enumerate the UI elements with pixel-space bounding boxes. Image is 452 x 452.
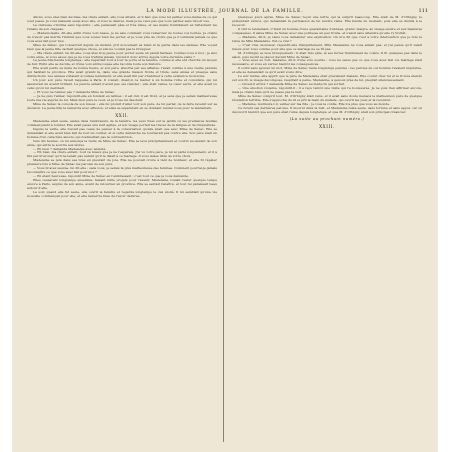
left-column-text-continued <box>27 120 217 199</box>
paragraph: — C'est vrai, monsieur, répondit-elle tranquillement. Mlle Madeleine ne vous aimait pas, et j'ai pensé qu'il valait mieux pour vous comme pour elle que ce mariage ne se fît pas. <box>232 42 422 51</box>
paragraph: — Une émotion violente, répondit-il ; il a reçu tantôt une visite qui l'a bouleversé. Je ne puis rien affirmer encore, mais je crains bien qu'il ne passe pas la nuit. <box>232 86 422 95</box>
paragraph: — En étant heureuse, répondit Mme de Sénac en l'embrassant ; c'est tout ce que je vous demande. <box>33 174 189 179</box>
chapter-heading-left: XXII. <box>115 112 129 118</box>
left-column-text <box>27 16 217 111</box>
paragraph: — Mademoiselle, dit-elle enfin d'une voix basse, je ne sais comment vous remercier de toutes vos bontés. Je crains de n'avoir pas mérité l'intérêt que vous voulez bien me porter, et je vous prie de croire que je n'oublierai jamais ce que vous avez fait pour moi. <box>27 30 217 43</box>
paragraph: La visiteuse s'inclina sans répondre ; elle paraissait pâle et très émue, et ses mains tremblaient en rattachant les rubans de son chapeau. <box>27 22 217 31</box>
paragraph: — Vous avez eu tort, madame, dit-il d'une voix sourde ; vous ne savez pas ce que vous avez fait. Ce mariage était nécessaire, et vous en verrez bientôt les conséquences. <box>232 58 422 67</box>
paragraph: Vers dix heures, on lui annonça la visite de Mme de Sénac. Elle se leva précipitamment et courut au-devant de son amie, qui entra le sourire aux lèvres. <box>27 138 217 147</box>
running-title: LA MODE ILLUSTRÉE, JOURNAL DE LA FAMILLE. <box>146 9 304 14</box>
paragraph: Il sortit sans ajouter un mot. Mme de Sénac resta longtemps pensive ; les paroles de cet homme l'avaient inquiétée, et elle se demandait ce qu'il avait voulu dire. <box>232 66 422 75</box>
left-column <box>27 16 217 442</box>
paragraph: Elles causèrent longtemps ensemble, faisant mille projets pour l'avenir. Madeleine voulait rester quelque temps encore à Paris, auprès de son amie, avant de retourner en province. Elle se sentait renaître, et tout lui paraissait beau autour d'elle. <box>27 178 217 191</box>
paragraph: Mme de Sénac la consola de son mieux ; elle lui promit d'aller voir son père, de lui parler, de le faire revenir sur sa décision. La jeune fille la remercia avec effusion, et elles se séparèrent en se donnant rendez-vous pour le lendemain. <box>27 101 217 110</box>
newspaper-page <box>12 0 438 452</box>
paragraph: — Madame, murmura-t-il, veillez sur ma fille ; je vous la confie. Elle n'a plus que vous au monde. <box>238 101 391 106</box>
paragraph: — Et vous ne l'aimez pas ? demanda Mme de Sénac. <box>33 90 116 95</box>
paragraph: Ce furent ses dernières paroles. Il mourut dans la nuit, et Madeleine resta seule, sans fortune et sans appui, car on découvrit bientôt que son père était ruiné depuis longtemps, et que M. d'Orbigny était son principal créancier. <box>232 105 422 114</box>
paragraph: — Eh bien, ma chère enfant, tout va mieux que je ne l'espérais. J'ai vu votre père, je lui ai parlé longuement, et il a fini par m'avouer qu'il ne tenait pas autant qu'il le disait à ce mariage. Il vous laisse libre de votre choix. <box>27 150 217 159</box>
paragraph: La jeune fille hésita longtemps ; elle regardait tour à tour la porte et la fenêtre, comme si elle eût cherché un moyen de fuir. Enfin elle se décida, et d'une voix entrecoupée elle raconta toute son histoire. <box>27 58 217 67</box>
paragraph: Mme de Sénac, qui l'observait depuis un instant, prit doucement sa main et la garda dans les siennes. Elle voyait bien que la jeune fille cachait quelque chose, et elle ne voulait pas la brusquer. <box>27 42 217 51</box>
paragraph: — Eh bien ? demanda Madeleine avec anxiété. <box>33 146 107 151</box>
column-divider <box>223 18 224 442</box>
paragraph: M. d'Orbigny se leva brusquement ; il était très pâle, et ses lèvres tremblaient de colère. Il fit quelques pas dans le salon, puis revint se placer devant Mme de Sénac. <box>232 50 422 59</box>
paragraph: Mme de Sénac comprit tout. M. d'Orbigny était venu, et il avait sans doute menacé le malheureux père de quelque révélation terrible. Elle s'approcha du lit et prit la main du malade, qui ouvrit les yeux et la reconnut. <box>232 94 422 103</box>
chapter-heading-right: XXIII. <box>319 123 335 129</box>
paragraph: Madeleine était seule, assise dans l'embrasure de la fenêtre, les yeux fixés sur le jardin où les premières feuilles commençaient à tomber. Elle avait passé une nuit agitée, et son visage portait les traces de la fatigue et de l'inquiétude. <box>27 118 217 127</box>
paragraph: Madeleine se jeta dans ses bras en pleurant de joie. Elle ne pouvait croire à tant de bonheur, et elle fit répéter plusieurs fois à Mme de Sénac les paroles de son père. <box>27 158 217 167</box>
paragraph: Un jour, son père l'avait rappelée à Paris. Il voulait, disait-il, la marier à un homme riche et considéré, qui lui assurerait un avenir brillant. La pauvre enfant n'avait pas osé résister ; elle était venue, le cœur serré, et elle avait vu celui qu'on lui destinait. <box>27 78 217 91</box>
paragraph: Quelques jours après, Mme de Sénac reçut une lettre qui la surprit beaucoup. Elle était de M. d'Orbigny, le prétendant évincé, qui demandait la permission de lui rendre visite. Elle hésita un moment, puis elle se décida à le recevoir. <box>232 16 422 27</box>
paragraph: Depuis la veille, elle n'avait pas cessé de penser à la conversation qu'elle avait eue avec Mme de Sénac. Elle se demandait si elle avait bien fait de tout lui confier, et si cette démarche ne tournerait pas contre elle. Son père était un homme d'un caractère absolu, qui n'admettait pas la contradiction. <box>27 126 217 139</box>
right-column <box>232 16 422 442</box>
page-number: 111 <box>418 8 428 14</box>
paragraph: Le soir même, elle apprit que le père de Madeleine était gravement malade. Elle courut chez lui et le trouva étendu sur son lit, le visage décomposé, respirant à peine. Madeleine, à genoux près de lui, pleurait silencieusement. <box>232 74 422 83</box>
right-column-text <box>232 16 422 115</box>
paragraph: Il vint le lendemain. C'était un homme d'une quarantaine d'années, grand, maigre, au visage sévère et aux manières compassées. Il salua Mme de Sénac avec une politesse un peu froide, et s'assit sans attendre qu'elle l'y invitât. <box>232 26 422 35</box>
paragraph: — Vous m'avez sauvée, lui dit-elle ; sans vous, je serais la plus malheureuse des femmes. Comment pourrai-je jamais reconnaître ce que vous avez fait pour moi ? <box>27 166 217 175</box>
paragraph: — Je ne puis l'aimer, répondit-elle en fondant en larmes ; il est dur, il est froid, et je sens que je serais malheureuse toute ma vie auprès de lui. Mais mon père le veut, et je n'ose lui désobéir. <box>27 94 217 103</box>
paragraph: — Madame, dit-il, je viens vous demander une explication. On m'a dit que c'est à votre intervention que je dois le refus de Mlle Madeleine. Est-ce vrai ? <box>232 34 422 43</box>
paragraph: Le soir, quand elle fut seule, elle ouvrit la fenêtre et regarda longtemps le ciel étoilé. Il lui semblait qu'une vie nouvelle commençait pour elle, et elle remercia Dieu de l'avoir délivrée. <box>27 189 217 198</box>
paragraph: — Qu'est-il arrivé ? demanda Mme de Sénac au médecin qui sortait. <box>238 82 345 87</box>
paragraph: Elle avait perdu sa mère de bonne heure, et son père, absorbé par ses affaires, l'avait confiée à une vieille parente qui habitait la province. Elle avait grandi là, dans une grande maison froide et triste, sans amies et presque sans distractions. Les années s'étaient écoulées lentement, et elle avait fini par s'habituer à cette existence monotone. <box>27 66 217 79</box>
paragraph: — Ma chère enfant, lui dit-elle, vous êtes trop jeune pour porter seule un pareil fardeau. Confiez-vous à moi ; je suis votre amie, et vous savez que je ne vous trahirai jamais. Qu'est-il donc arrivé depuis votre dernière visite ? <box>27 50 217 59</box>
continuation-note: (La suite au prochain numéro.) <box>289 116 365 121</box>
paragraph: Allons, vous êtes bien décidée, ma chère enfant, elle vous attend, et il faut que vous lui parliez vous-même de ce qui s'est passé. Je vous laisserai seule avec elle, si vous le désirez, mais je ne veux pas que vous partiez sans l'avoir vue. <box>27 16 217 23</box>
